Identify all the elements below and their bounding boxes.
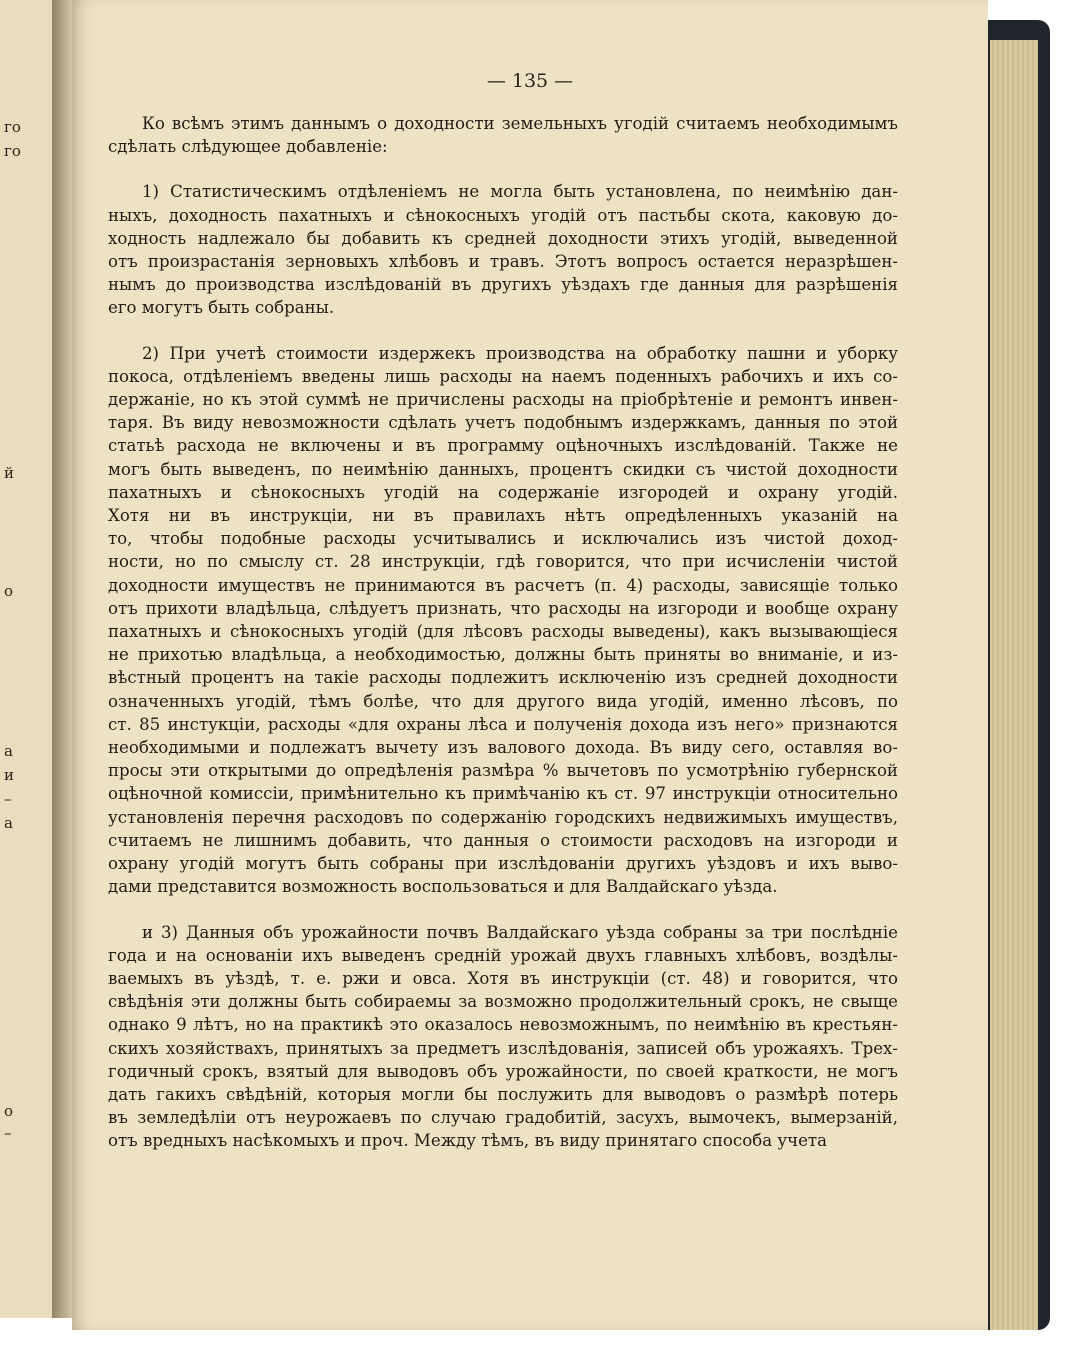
text-line: установленія перечня расходовъ по содержанію городскихъ недвижимыхъ имуществъ, (108, 807, 898, 827)
text-line: Хотя ни въ инструкціи, ни въ правилахъ нѣтъ опредѣленныхъ указаній на (108, 506, 898, 526)
text-line: считаемъ не лишнимъ добавить, что данныя о стоимости расходовъ на изгороди и (108, 830, 898, 850)
text-line: ности, но по смыслу ст. 28 инструкціи, гдѣ говорится, что при исчисленіи чистой (108, 552, 898, 572)
text-line: въ земледѣліи отъ неурожаевъ по случаю градобитій, засухъ, вымочекъ, вымерзаній, (108, 1108, 898, 1128)
edge-text-fragment: го (4, 142, 21, 160)
text-line: отъ прихоти владѣльца, слѣдуетъ признать, что расходы на изгороди и вообще охрану (108, 598, 898, 618)
text-line: сдѣлать слѣдующее добавленіе: (108, 137, 388, 157)
edge-text-fragment: го (4, 118, 21, 136)
text-line: могъ быть выведенъ, по неимѣнію данныхъ, процентъ скидки съ чистой доходности (108, 459, 898, 479)
text-line: 1) Статистическимъ отдѣленіемъ не могла быть установлена, по неимѣнію дан- (142, 182, 898, 202)
text-line: дать гакихъ свѣдѣній, которыя могли бы послужить для выводовъ о размѣрѣ потерь (108, 1084, 898, 1104)
text-line: означенныхъ угодій, тѣмъ болѣе, что для другого вида угодій, именно лѣсовъ, по (108, 691, 898, 711)
page-body-text (108, 112, 898, 1175)
book-page (72, 0, 988, 1330)
text-line: оцѣночной комиссіи, примѣнительно къ примѣчанію къ ст. 97 инструкціи относительно (108, 784, 898, 804)
text-line: 2) При учетѣ стоимости издержекъ производства на обработку пашни и уборку (142, 343, 898, 363)
edge-text-fragment: – (4, 790, 12, 808)
text-line: доходности имуществъ не принимаются въ расчетъ (п. 4) расходы, зависящіе только (108, 575, 898, 595)
text-line: просы эти открытыми до опредѣленія размѣра % вычетовъ по усмотрѣнію губернской (108, 761, 898, 781)
text-line: ваемыхъ въ уѣздѣ, т. е. ржи и овса. Хотя въ инструкціи (ст. 48) и говорится, что (108, 968, 898, 988)
page-stack-edges (990, 40, 1038, 1330)
text-line: отъ произрастанія зерновыхъ хлѣбовъ и травъ. Этотъ вопросъ остается неразрѣшен- (108, 252, 898, 272)
edge-text-fragment: й (4, 464, 14, 482)
edge-text-fragment: о (4, 1102, 14, 1120)
edge-text-fragment: а (4, 814, 13, 832)
paragraph (108, 180, 898, 319)
paragraph (108, 921, 898, 1153)
text-line: держаніе, но къ этой суммѣ не причислены расходы на пріобрѣтеніе и ремонтъ инвен- (108, 390, 898, 410)
text-line: то, чтобы подобные расходы усчитывались и исключались изъ чистой доход- (108, 529, 898, 549)
text-line: не прихотью владѣльца, а необходимостью, должны быть приняты во вниманіе, и из- (108, 645, 898, 665)
text-line: охрану угодій могутъ быть собраны при изслѣдованіи другихъ уѣздовъ и ихъ выво- (108, 854, 898, 874)
text-line: свѣдѣнія эти должны быть собираемы за возможно продолжительный срокъ, не свыще (108, 992, 898, 1012)
edge-text-fragment: и (4, 766, 14, 784)
text-line: нымъ до производства изслѣдованій въ другихъ уѣздахъ где данныя для разрѣшенія (108, 275, 898, 295)
text-line: ныхъ, доходность пахатныхъ и сѣнокосныхъ угодій отъ пастьбы скота, каковую до- (108, 205, 898, 225)
paragraph (108, 342, 898, 899)
edge-text-fragment: о (4, 582, 14, 600)
text-line: ходность надлежало бы добавить къ средней доходности этихъ угодій, выведенной (108, 228, 898, 248)
edge-text-fragment: – (4, 1124, 12, 1142)
text-line: пахатныхъ и сѣнокосныхъ угодій (для лѣсовъ расходы выведены), какъ вызывающіеся (108, 622, 898, 642)
text-line: Ко всѣмъ этимъ даннымъ о доходности земельныхъ угодій считаемъ необходимымъ (142, 114, 898, 133)
paragraph (108, 112, 898, 158)
text-line: скихъ хозяйствахъ, принятыхъ за предметъ изслѣдованія, записей объ урожаяхъ. Трех- (108, 1038, 898, 1058)
text-line: года и на основаніи ихъ выведенъ средній урожай двухъ главныхъ хлѣбовъ, воздѣлы- (108, 945, 898, 965)
text-line: однако 9 лѣтъ, но на практикѣ это оказалось невозможнымъ, по неимѣнію въ крестьян- (108, 1015, 898, 1035)
text-line: необходимыми и подлежатъ вычету изъ валового дохода. Въ виду сего, оставляя во- (108, 738, 898, 758)
page-number: — 135 — (486, 70, 574, 92)
text-line: ст. 85 инстукціи, расходы «для охраны лѣса и полученія дохода изъ него» признаются (108, 714, 898, 734)
text-line: годичный срокъ, взятый для выводовъ объ урожайности, по своей краткости, не могъ (108, 1061, 898, 1081)
gutter-shadow (52, 0, 74, 1318)
text-line: дами представится возможность воспользоваться и для Валдайскаго уѣзда. (108, 877, 778, 897)
previous-page-edge (0, 0, 54, 1318)
text-line: пахатныхъ и сѣнокосныхъ угодій на содержаніе изгородей и охрану угодій. (108, 482, 898, 502)
text-line: таря. Въ виду невозможности сдѣлать учетъ подобнымъ издержкамъ, данныя по этой (108, 413, 898, 433)
text-line: отъ вредныхъ насѣкомыхъ и проч. Между тѣмъ, въ виду принятаго способа учета (108, 1131, 827, 1151)
text-line: покоса, отдѣленіемъ введены лишь расходы на наемъ поденныхъ рабочихъ и ихъ со- (108, 366, 898, 386)
text-line: вѣстный процентъ на такіе расходы подлежитъ исключенію изъ средней доходности (108, 668, 898, 688)
text-line: его могутъ быть собраны. (108, 298, 335, 318)
text-line: статьѣ расхода не включены и въ программу оцѣночныхъ изслѣдованій. Также не (108, 436, 898, 456)
text-line: и 3) Данныя объ урожайности почвъ Валдайскаго уѣзда собраны за три послѣдніе (142, 922, 898, 942)
edge-text-fragment: а (4, 742, 13, 760)
